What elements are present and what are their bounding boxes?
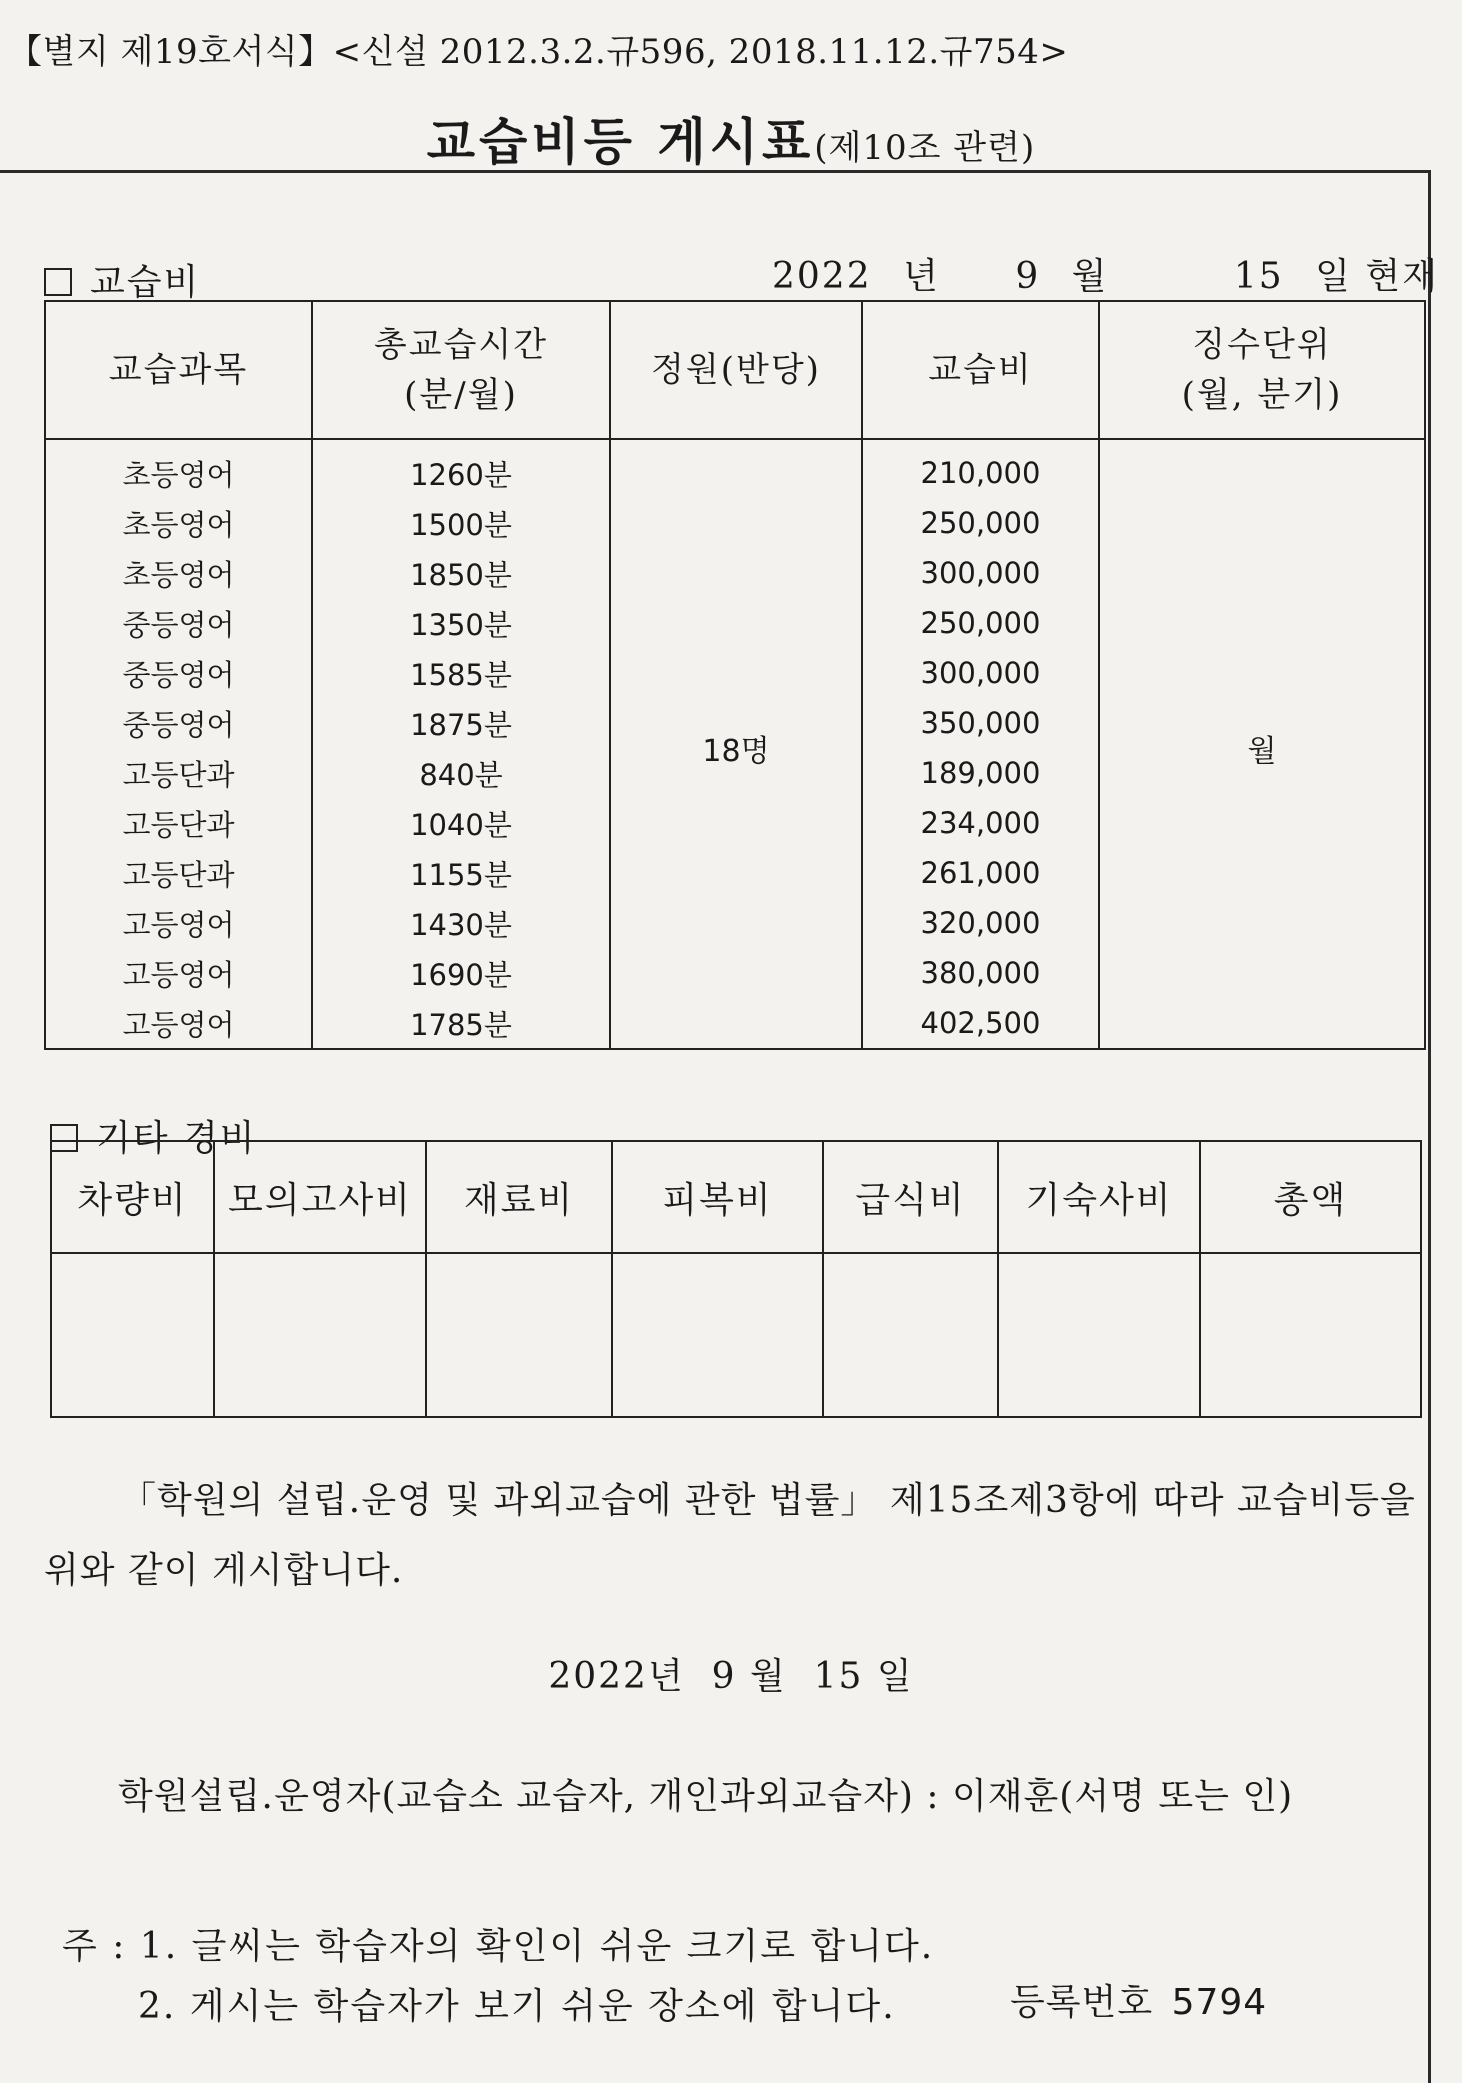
registration-number [1010,1974,1267,2025]
expense-col-header: 피복비 [612,1141,823,1253]
collection-unit-cell: 월 [1099,439,1425,1049]
expense-value-cell [51,1253,214,1417]
col-capacity [610,301,862,439]
date-year-unit: 년 [903,256,940,297]
col-subject-label: 교습과목 [108,350,249,390]
subject-cell: 고등단과 [45,748,312,798]
registration-value: 5794 [1171,1982,1268,2023]
subject-cell: 초등영어 [45,548,312,598]
registration-label: 등록번호 [1010,1982,1154,2023]
expense-value-cell [823,1253,998,1417]
fee-cell: 189,000 [862,748,1099,798]
expense-value-cell [214,1253,426,1417]
subject-cell: 초등영어 [45,498,312,548]
subject-cell: 고등영어 [45,898,312,948]
tuition-header-row [45,301,1425,439]
legal-statement: 「학원의 설립․운영 및 과외교습에 관한 법률」 제15조제3항에 따라 교습비등을 위와 같이 게시합니다. [44,1480,1416,1591]
subject-cell: 중등영어 [45,598,312,648]
fee-cell: 300,000 [862,648,1099,698]
col-total-time [312,301,610,439]
checkbox-icon [44,268,72,296]
total-time-cell: 1875분 [312,698,610,748]
tuition-heading-label: 교습비 [90,262,201,303]
fee-cell: 261,000 [862,848,1099,898]
tuition-row [45,439,1425,498]
total-time-cell: 1690분 [312,948,610,998]
fee-cell: 350,000 [862,698,1099,748]
total-time-cell: 1850분 [312,548,610,598]
expense-value-cell [998,1253,1200,1417]
expense-col-header: 기숙사비 [998,1141,1200,1253]
subject-cell: 중등영어 [45,648,312,698]
col-total-time-label: 총교습시간 (분/월) [373,325,549,415]
form-reference: 【별지 제19호서식】<신설 2012.3.2.규596, 2018.11.12.규754> [8,32,1069,72]
fee-cell: 300,000 [862,548,1099,598]
total-time-cell: 1430분 [312,898,610,948]
fee-cell: 320,000 [862,898,1099,948]
date-year: 2022 [772,256,872,297]
expense-col-header: 총액 [1200,1141,1421,1253]
other-expenses-header-row [51,1141,1421,1253]
total-time-cell: 1260분 [312,439,610,498]
signer-line: 학원설립․운영자(교습소 교습자, 개인과외교습자) : 이재훈(서명 또는 인) [118,1776,1294,1817]
fee-cell: 210,000 [862,439,1099,498]
expense-value-cell [1200,1253,1421,1417]
expense-value-cell [612,1253,823,1417]
tuition-section-heading [44,254,200,305]
expense-col-header: 급식비 [823,1141,998,1253]
col-subject [45,301,312,439]
expense-col-header: 모의고사비 [214,1141,426,1253]
other-expenses-table [50,1140,1422,1418]
page-title [0,102,1462,174]
expense-col-header: 차량비 [51,1141,214,1253]
date-day-unit: 일 현재 [1315,256,1439,297]
subject-cell: 고등단과 [45,798,312,848]
fee-cell: 380,000 [862,948,1099,998]
total-time-cell: 1350분 [312,598,610,648]
signature-date: 2022년 9 월 15 일 [548,1656,914,1697]
total-time-cell: 1585분 [312,648,610,698]
fee-cell: 250,000 [862,498,1099,548]
as-of-date [772,248,1439,299]
date-day: 15 [1233,256,1284,297]
note-1: 주 : 1. 글씨는 학습자의 확인이 쉬운 크기로 합니다. [62,1926,935,1967]
title-sub: (제10조 관련) [814,128,1036,168]
subject-cell: 중등영어 [45,698,312,748]
other-expenses-heading-label: 기타 경비 [96,1118,257,1159]
note-2: 2. 게시는 학습자가 보기 쉬운 장소에 합니다. [138,1986,896,2027]
fee-cell: 250,000 [862,598,1099,648]
col-collection-unit-label: 징수단위 (월, 분기) [1181,325,1343,415]
other-expenses-value-row [51,1253,1421,1417]
expense-value-cell [426,1253,612,1417]
date-month-unit: 월 [1071,256,1109,297]
tuition-body [45,439,1425,1049]
fee-cell: 402,500 [862,998,1099,1049]
total-time-cell: 1500분 [312,498,610,548]
col-fee-label: 교습비 [928,350,1033,390]
expense-col-header: 재료비 [426,1141,612,1253]
tuition-table [44,300,1426,1050]
col-fee [862,301,1099,439]
total-time-cell: 1155분 [312,848,610,898]
col-capacity-label: 정원(반당) [651,350,821,390]
fee-cell: 234,000 [862,798,1099,848]
total-time-cell: 1785분 [312,998,610,1049]
subject-cell: 초등영어 [45,439,312,498]
col-collection-unit [1099,301,1425,439]
capacity-cell: 18명 [610,439,862,1049]
date-month: 9 [1015,256,1041,297]
total-time-cell: 1040분 [312,798,610,848]
title-main: 교습비등 게시표 [426,113,815,171]
subject-cell: 고등영어 [45,948,312,998]
total-time-cell: 840분 [312,748,610,798]
subject-cell: 고등단과 [45,848,312,898]
subject-cell: 고등영어 [45,998,312,1049]
